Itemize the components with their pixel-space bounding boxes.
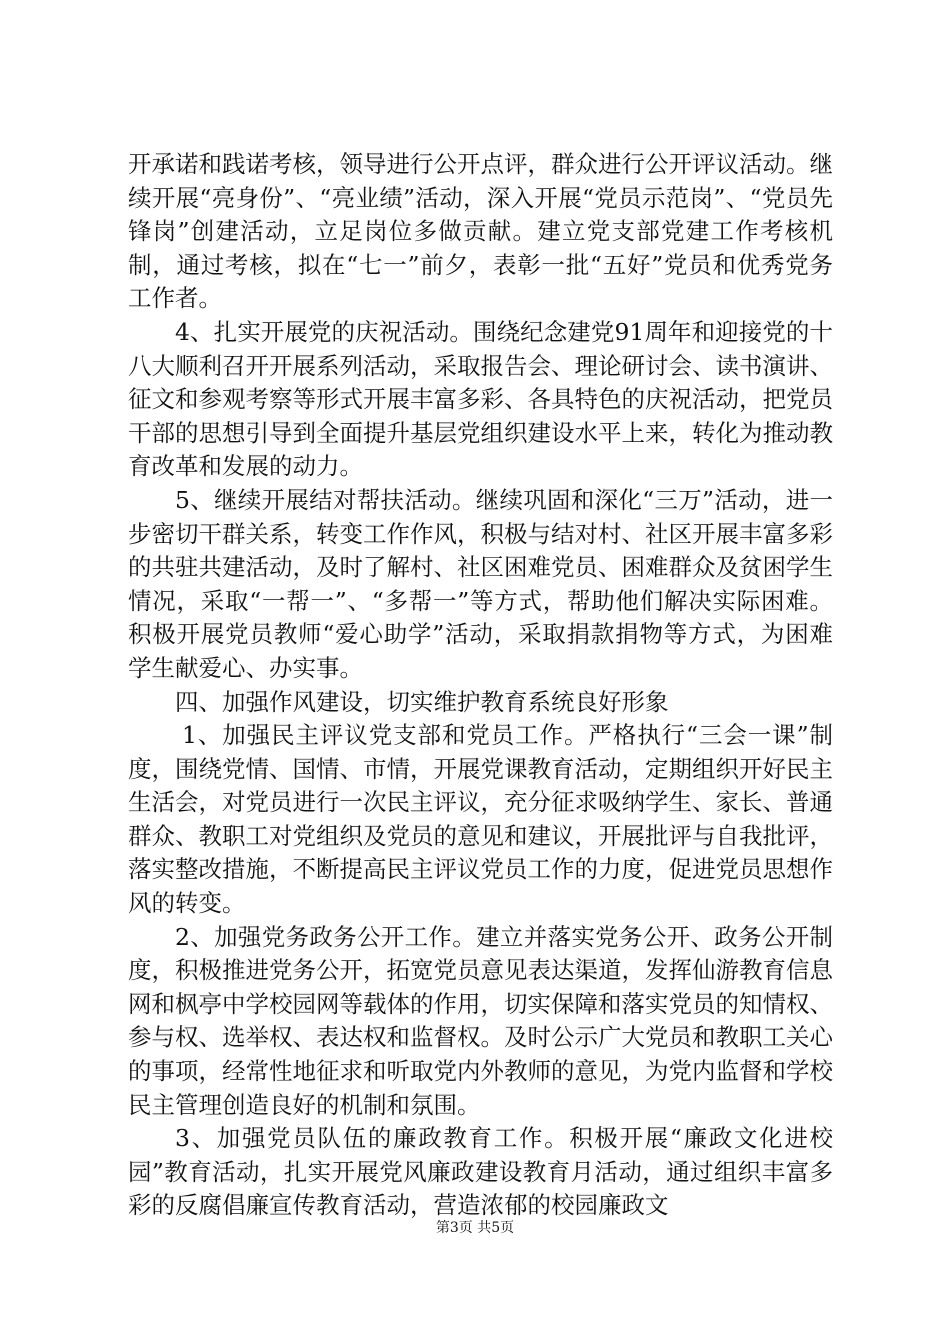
paragraph-continuation: 开承诺和践诺考核，领导进行公开点评，群众进行公开评议活动。继续开展“亮身份”、“亮业绩”活动，深入开展“党员示范岗”、“党员先锋岗”创建活动，立足岗位多做贡献。建立党支部党建工作考核机制，通过考核，拟在“七一”前夕，表彰一批“五好”党员和优秀党务工作者。: [128, 150, 833, 313]
paragraph-item-4: 4、扎实开展党的庆祝活动。围绕纪念建党91周年和迎接党的十八大顺利召开开展系列活动，采取报告会、理论研讨会、读书演讲、征文和参观考察等形式开展丰富多彩、各具特色的庆祝活动，把党员干部的思想引导到全面提升基层党组织建设水平上来，转化为推动教育改革和发展的动力。: [128, 317, 833, 481]
paragraph-item-2: 2、加强党务政务公开工作。建立并落实党务公开、政务公开制度，积极推进党务公开，拓宽党员意见表达渠道，发挥仙游教育信息网和枫亭中学校园网等载体的作用，切实保障和落实党员的知情权、参与权、选举权、表达权和监督权。及时公示广大党员和教职工关心的事项，经常性地征求和听取党内外教师的意见，为党内监督和学校民主管理创造良好的机制和氛围。: [128, 922, 833, 1119]
paragraph-item-3: 3、加强党员队伍的廉政教育工作。积极开展“廉政文化进校园”教育活动，扎实开展党风廉政建设教育月活动，通过组织丰富多彩的反腐倡廉宣传教育活动，营造浓郁的校园廉政文: [128, 1124, 833, 1220]
section-heading-4: 四、加强作风建设，切实维护教育系统良好形象: [175, 687, 669, 716]
paragraph-item-5: 5、继续开展结对帮扶活动。继续巩固和深化“三万”活动，进一步密切干群关系，转变工作作风，积极与结对村、社区开展丰富多彩的共驻共建活动，及时了解村、社区困难党员、困难群众及贫困学生情况，采取“一帮一”、“多帮一”等方式，帮助他们解决实际困难。积极开展党员教师“爱心助学”活动，采取捐款捐物等方式，为困难学生献爱心、办实事。: [128, 485, 833, 682]
body-text: [128, 148, 833, 1223]
paragraph-item-1: 1、加强民主评议党支部和党员工作。严格执行“三会一课”制度，围绕党情、国情、市情，开展党课教育活动，定期组织开好民主生活会，对党员进行一次民主评议，充分征求吸纳学生、家长、普通群众、教职工对党组织及党员的意见和建议，开展批评与自我批评，落实整改措施，不断提高民主评议党员工作的力度，促进党员思想作风的转变。: [128, 721, 833, 918]
page-footer: 第3页 共5页: [435, 1220, 515, 1236]
